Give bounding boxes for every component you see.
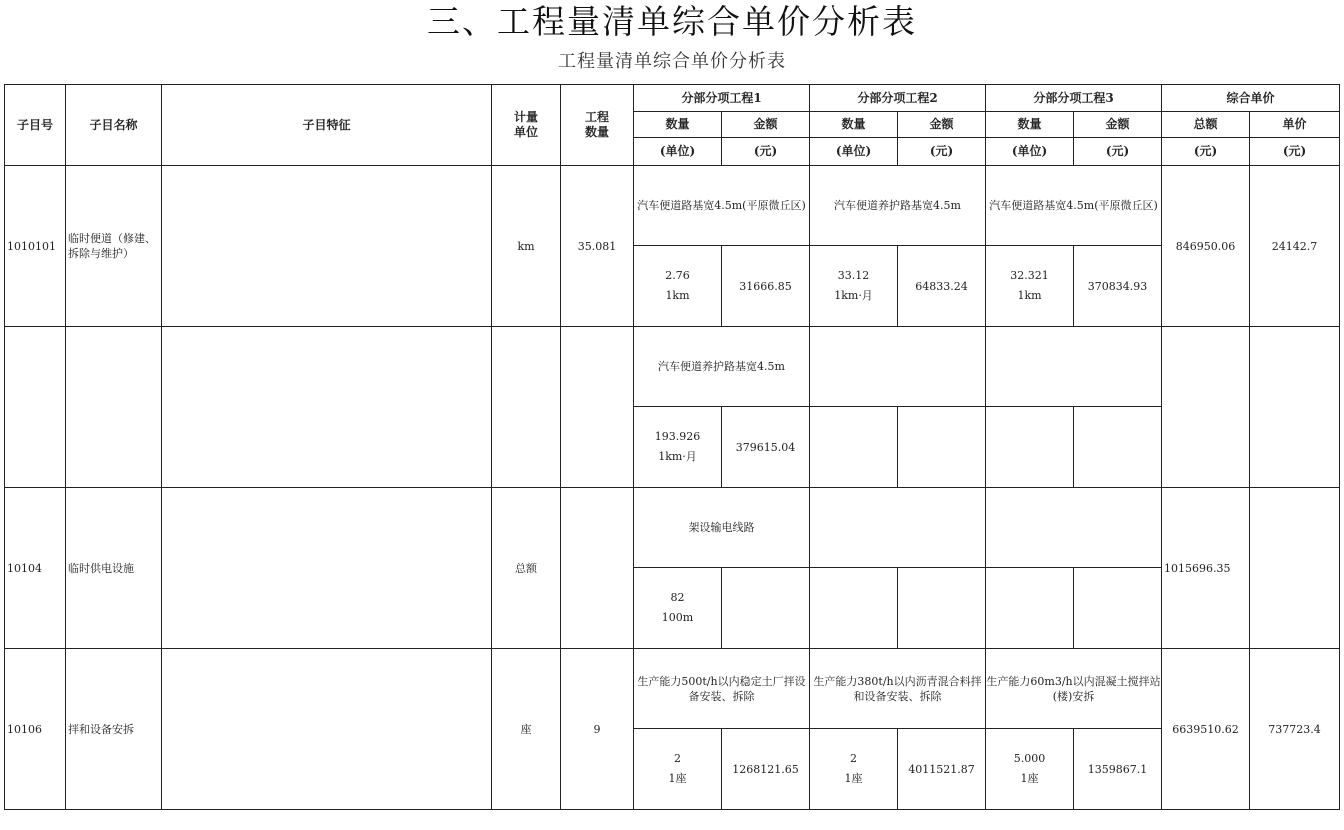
item-qty: [561, 488, 634, 649]
item-name: [66, 327, 162, 488]
header-qty: [561, 85, 634, 166]
page-title: 三、工程量清单综合单价分析表: [427, 2, 917, 41]
item-feature: [162, 649, 492, 810]
header-unit-line1: 计量: [513, 110, 538, 124]
item-qty: 35.081: [561, 166, 634, 327]
part3-qty-unit: 1km: [1017, 289, 1042, 302]
table-row: [5, 488, 1340, 568]
part2-amount: [898, 407, 986, 488]
unit-price-analysis-table: [4, 84, 1340, 810]
part2-qty-value: 2: [850, 752, 858, 765]
item-code: 1010101: [5, 166, 66, 327]
header-qty-line1: 工程: [584, 110, 609, 124]
item-unit: 总额: [492, 488, 561, 649]
table-subtitle: 工程量清单综合单价分析表: [558, 51, 786, 72]
item-code: [5, 327, 66, 488]
header-total-yuan: (元): [1162, 138, 1250, 166]
header-part3: 分部分项工程3: [986, 85, 1162, 112]
table-row: [5, 166, 1340, 246]
part1-qty-value: 193.926: [654, 430, 701, 443]
table-row: [5, 649, 1340, 729]
part3-amount: [1074, 407, 1162, 488]
item-feature: [162, 327, 492, 488]
header-p3-amount: 金额: [1074, 112, 1162, 138]
header-part2: 分部分项工程2: [810, 85, 986, 112]
header-p3-quantity: 数量: [986, 112, 1074, 138]
part3-name: [986, 327, 1162, 407]
header-unit-price: 单价: [1250, 112, 1340, 138]
part1-name: 汽车便道养护路基宽4.5m: [634, 327, 810, 407]
part2-quantity: [810, 729, 898, 810]
header-p2-amount: 金额: [898, 112, 986, 138]
header-composite: 综合单价: [1162, 85, 1340, 112]
composite-total: 1015696.35: [1162, 488, 1250, 649]
part1-qty-unit: 1km: [665, 289, 690, 302]
part3-name: 生产能力60m3/h以内混凝土搅拌站(楼)安拆: [986, 649, 1162, 729]
item-name: 临时供电设施: [66, 488, 162, 649]
part1-qty-unit: 100m: [661, 611, 694, 624]
table-row: [5, 327, 1340, 407]
part2-quantity: [810, 568, 898, 649]
header-total: 总额: [1162, 112, 1250, 138]
item-qty: 9: [561, 649, 634, 810]
item-code: 10106: [5, 649, 66, 810]
part3-amount: [1074, 568, 1162, 649]
part3-amount: 1359867.1: [1074, 729, 1162, 810]
header-p2-qty-unit: (单位): [810, 138, 898, 166]
part3-qty-value: 32.321: [1010, 269, 1049, 282]
header-p1-quantity: 数量: [634, 112, 722, 138]
part3-name: 汽车便道路基宽4.5m(平原微丘区): [986, 166, 1162, 246]
part1-quantity: [634, 407, 722, 488]
part3-quantity: [986, 568, 1074, 649]
item-unit: 座: [492, 649, 561, 810]
part2-amount: [898, 568, 986, 649]
part3-quantity: [986, 729, 1074, 810]
part1-quantity: [634, 246, 722, 327]
part3-name: [986, 488, 1162, 568]
part1-name: 生产能力500t/h以内稳定土厂拌设备安装、拆除: [634, 649, 810, 729]
part1-qty-unit: 1km·月: [658, 450, 697, 463]
part2-name: [810, 327, 986, 407]
composite-total: [1162, 327, 1250, 488]
part1-name: 汽车便道路基宽4.5m(平原微丘区): [634, 166, 810, 246]
item-qty: [561, 327, 634, 488]
part2-qty-value: 33.12: [837, 269, 870, 282]
item-feature: [162, 488, 492, 649]
composite-unit-price: [1250, 488, 1340, 649]
part3-qty-unit: 1座: [1020, 772, 1039, 785]
composite-total: 6639510.62: [1162, 649, 1250, 810]
part3-quantity: [986, 407, 1074, 488]
composite-unit-price: 737723.4: [1250, 649, 1340, 810]
part3-amount: 370834.93: [1074, 246, 1162, 327]
part1-quantity: [634, 729, 722, 810]
header-name: 子目名称: [66, 85, 162, 166]
header-p1-qty-unit: (单位): [634, 138, 722, 166]
part2-amount: 4011521.87: [898, 729, 986, 810]
part2-name: 生产能力380t/h以内沥青混合料拌和设备安装、拆除: [810, 649, 986, 729]
part3-quantity: [986, 246, 1074, 327]
header-feature: 子目特征: [162, 85, 492, 166]
part1-amount: [722, 568, 810, 649]
header-p3-yuan: (元): [1074, 138, 1162, 166]
header-price-yuan: (元): [1250, 138, 1340, 166]
header-p3-qty-unit: (单位): [986, 138, 1074, 166]
part3-qty-value: 5.000: [1013, 752, 1046, 765]
composite-unit-price: 24142.7: [1250, 166, 1340, 327]
part2-qty-unit: 1座: [844, 772, 863, 785]
header-unit-line2: 单位: [513, 125, 538, 139]
item-unit: [492, 327, 561, 488]
composite-unit-price: [1250, 327, 1340, 488]
part1-qty-value: 2: [674, 752, 681, 765]
part1-name: 架设输电线路: [634, 488, 810, 568]
part1-qty-unit: 1座: [668, 772, 687, 785]
part1-quantity: [634, 568, 722, 649]
header-qty-line2: 数量: [584, 125, 609, 139]
part2-quantity: [810, 246, 898, 327]
part2-amount: 64833.24: [898, 246, 986, 327]
header-p2-quantity: 数量: [810, 112, 898, 138]
item-feature: [162, 166, 492, 327]
part1-qty-value: 2.76: [665, 269, 690, 282]
header-p1-yuan: (元): [722, 138, 810, 166]
part2-name: 汽车便道养护路基宽4.5m: [810, 166, 986, 246]
composite-total: 846950.06: [1162, 166, 1250, 327]
item-unit: km: [492, 166, 561, 327]
part1-amount: 1268121.65: [722, 729, 810, 810]
header-part1: 分部分项工程1: [634, 85, 810, 112]
item-name: 临时便道（修建、拆除与维护）: [66, 166, 162, 327]
header-p1-amount: 金额: [722, 112, 810, 138]
header-unit: [492, 85, 561, 166]
item-name: 拌和设备安拆: [66, 649, 162, 810]
part2-qty-unit: 1km·月: [834, 289, 873, 302]
part1-amount: 379615.04: [722, 407, 810, 488]
header-p2-yuan: (元): [898, 138, 986, 166]
part1-qty-value: 82: [670, 591, 685, 604]
part2-name: [810, 488, 986, 568]
header-code: 子目号: [5, 85, 66, 166]
item-code: 10104: [5, 488, 66, 649]
part1-amount: 31666.85: [722, 246, 810, 327]
part2-quantity: [810, 407, 898, 488]
